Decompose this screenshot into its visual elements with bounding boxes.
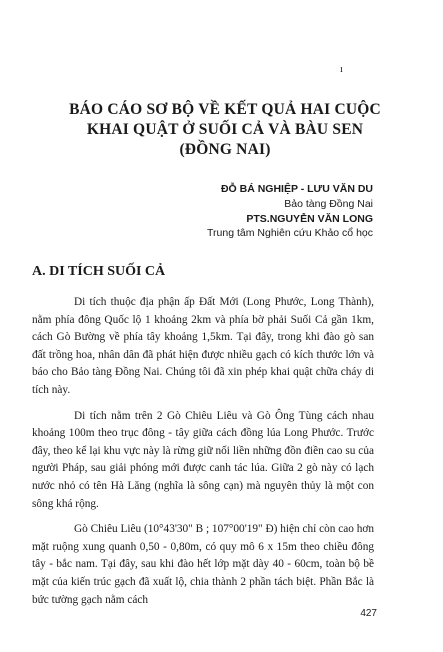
author-name-2: PTS.NGUYỄN VĂN LONG: [246, 212, 373, 225]
title-line-1: BÁO CÁO SƠ BỘ VỀ KẾT QUẢ HAI CUỘC: [69, 101, 381, 118]
header-mark: ı: [340, 64, 343, 75]
author-affiliation-2: Trung tâm Nghiên cứu Khảo cổ học: [207, 227, 373, 240]
title-line-2: KHAI QUẬT Ở SUỐI CẢ VÀ BÀU SEN: [86, 121, 364, 138]
section-heading: A. DI TÍCH SUỐI CẢ: [32, 264, 166, 279]
body-text: [32, 294, 374, 617]
paragraph-1: Di tích thuộc địa phận ấp Đất Mới (Long Phước, Long Thành), nằm phía đông Quốc lộ 1 khoảng 2km và phía bờ phải Suối Cả gần 1km, cách Gò Bường về phía tây khoảng 1,5km. Tại đây, trong khi đào gò san đất trồng hoa, nhân dân đã phát hiện được nhiều gạch có kích thước lớn và báo cho Bảo tàng Đồng Nai. Chúng tôi đã xin phép khai quật chữa cháy di tích này.: [32, 296, 374, 396]
title-line-3: (ĐỒNG NAI): [179, 141, 271, 158]
paragraph-3: Gò Chiêu Liêu (10°43'30" B ; 107°00'19" Đ) hiện chỉ còn cao hơn mặt ruộng xung quanh 0,50 - 0,80m, có quy mô 6 x 15m theo chiều đông tây - bắc nam. Tại đây, sau khi đào hết lớp mặt dày 40 - 60cm, toàn bộ bề mặt của kiến trúc gạch đã xuất lộ, chia thành 2 phần tách biệt. Phần Bắc là bức tường gạch nằm cách: [32, 523, 375, 606]
paragraph-2: Di tích nằm trên 2 Gò Chiêu Liêu và Gò Ông Tùng cách nhau khoảng 100m theo trục đông - tây giữa cách đồng lúa Long Phước. Trước đây, theo kể lại khu vực này là rừng giữ nối liền những đồn điền cao su của người Pháp, sau giải phóng mới được canh tác lúa. Giữa 2 gò này có lạch nước nhỏ có tên Hà Lăng (nghĩa là sông cạn) mà nguyên thủy là một con sông khá rộng.: [32, 409, 374, 510]
article-title: [40, 100, 410, 160]
page-number: 427: [360, 608, 377, 619]
author-names: ĐỖ BÁ NGHIỆP - LƯU VĂN DU: [220, 183, 373, 195]
author-block: [207, 182, 373, 241]
author-affiliation-1: Bảo tàng Đồng Nai: [284, 197, 373, 210]
